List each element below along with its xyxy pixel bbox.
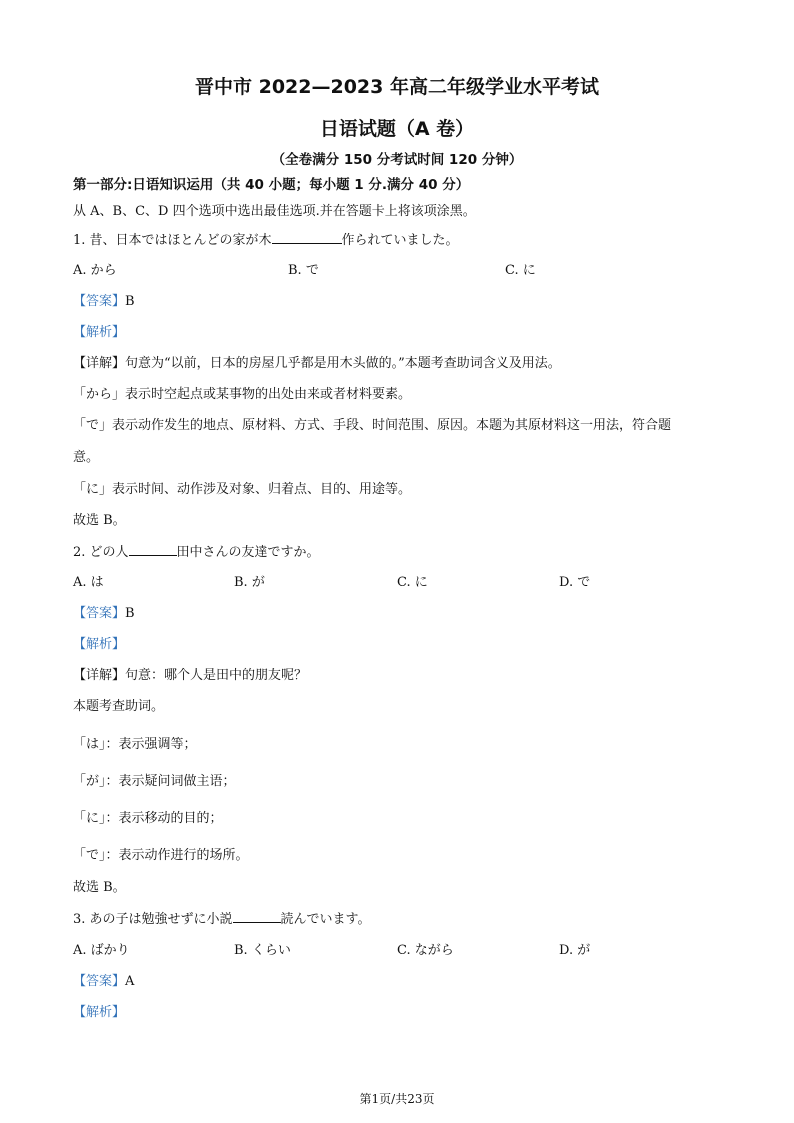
exam-subtitle: 日语试题（A 卷） xyxy=(319,118,475,140)
question-2-stem-before: 2. どの人 xyxy=(73,545,129,560)
question-2-option-d: D. で xyxy=(559,575,591,590)
question-2-option-b: B. が xyxy=(234,575,265,590)
answer-tag: 【答案】 xyxy=(73,974,126,989)
question-3-analysis-tag: 【解析】 xyxy=(73,1005,126,1020)
question-1-option-a: A. から xyxy=(73,263,117,278)
answer-tag: 【答案】 xyxy=(73,294,126,309)
question-3-answer xyxy=(73,973,134,991)
question-2-note: 本题考查助词。 xyxy=(73,699,165,714)
question-1-note: 「で」表示动作发生的地点、原材料、方式、手段、时间范围、原因。本题为其原材料这一用法，符合题 xyxy=(73,418,672,433)
question-2-option-a: A. は xyxy=(73,575,104,590)
question-1-analysis-tag: 【解析】 xyxy=(73,325,126,340)
detail-tag: 【详解】 xyxy=(73,668,126,683)
question-3-stem-before: 3. あの子は勉強せずに小説 xyxy=(73,912,233,927)
answer-value: B xyxy=(125,606,135,621)
section-heading: 第一部分:日语知识运用（共 40 小题；每小题 1 分.满分 40 分） xyxy=(73,177,470,193)
question-3-option-d: D. が xyxy=(559,943,591,958)
question-2-note: 「で」：表示动作进行的场所。 xyxy=(73,848,249,863)
question-1-stem-after: 作られていました。 xyxy=(341,233,459,248)
answer-tag: 【答案】 xyxy=(73,606,126,621)
answer-value: B xyxy=(125,294,135,309)
question-2-conclusion: 故选 B。 xyxy=(73,880,126,895)
detail-tag: 【详解】 xyxy=(73,356,126,371)
question-1-stem xyxy=(73,231,459,250)
question-3-blank xyxy=(233,910,281,923)
question-1-note: 「から」表示时空起点或某事物的出处由来或者材料要素。 xyxy=(73,387,412,402)
question-3-stem-after: 読んでいます。 xyxy=(280,912,371,927)
section-instruction: 从 A、B、C、D 四个选项中选出最佳选项.并在答题卡上将该项涂黑。 xyxy=(73,204,476,219)
question-1-answer xyxy=(73,293,135,311)
question-2-note: 「は」：表示强调等； xyxy=(73,737,197,752)
page-number: 第1页/共23页 xyxy=(359,1092,435,1106)
question-2-note: 「に」：表示移动的目的； xyxy=(73,811,223,826)
question-1-note: 「に」表示时间、动作涉及对象、归着点、目的、用途等。 xyxy=(73,482,412,497)
question-2-answer xyxy=(73,605,135,623)
question-2-analysis-tag: 【解析】 xyxy=(73,637,126,652)
question-1-stem-before: 1. 昔、日本ではほとんどの家が木 xyxy=(73,233,272,248)
question-2-detail xyxy=(73,667,307,685)
question-3-stem xyxy=(73,910,371,929)
question-3-option-b: B. くらい xyxy=(234,943,291,958)
exam-title: 晋中市 2022—2023 年高二年级学业水平考试 xyxy=(195,76,599,98)
score-info: （全卷满分 150 分考试时间 120 分钟） xyxy=(271,152,523,168)
question-2-stem-after: 田中さんの友達ですか。 xyxy=(176,545,320,560)
question-2-option-c: C. に xyxy=(397,575,428,590)
question-1-note: 意。 xyxy=(73,450,100,465)
question-2-note: 「が」：表示疑问词做主语； xyxy=(73,774,236,789)
question-1-option-b: B. で xyxy=(288,263,319,278)
question-2-stem xyxy=(73,543,320,562)
question-3-option-c: C. ながら xyxy=(397,943,454,958)
question-1-conclusion: 故选 B。 xyxy=(73,513,126,528)
question-3-option-a: A. ばかり xyxy=(73,943,130,958)
question-1-blank xyxy=(272,231,342,244)
detail-text: 句意为“以前，日本的房屋几乎都是用木头做的。”本题考查助词含义及用法。 xyxy=(125,356,561,371)
question-1-option-c: C. に xyxy=(505,263,536,278)
answer-value: A xyxy=(125,974,135,989)
question-2-blank xyxy=(129,543,177,556)
question-1-detail xyxy=(73,355,561,373)
detail-text: 句意：哪个人是田中的朋友呢？ xyxy=(125,668,308,683)
